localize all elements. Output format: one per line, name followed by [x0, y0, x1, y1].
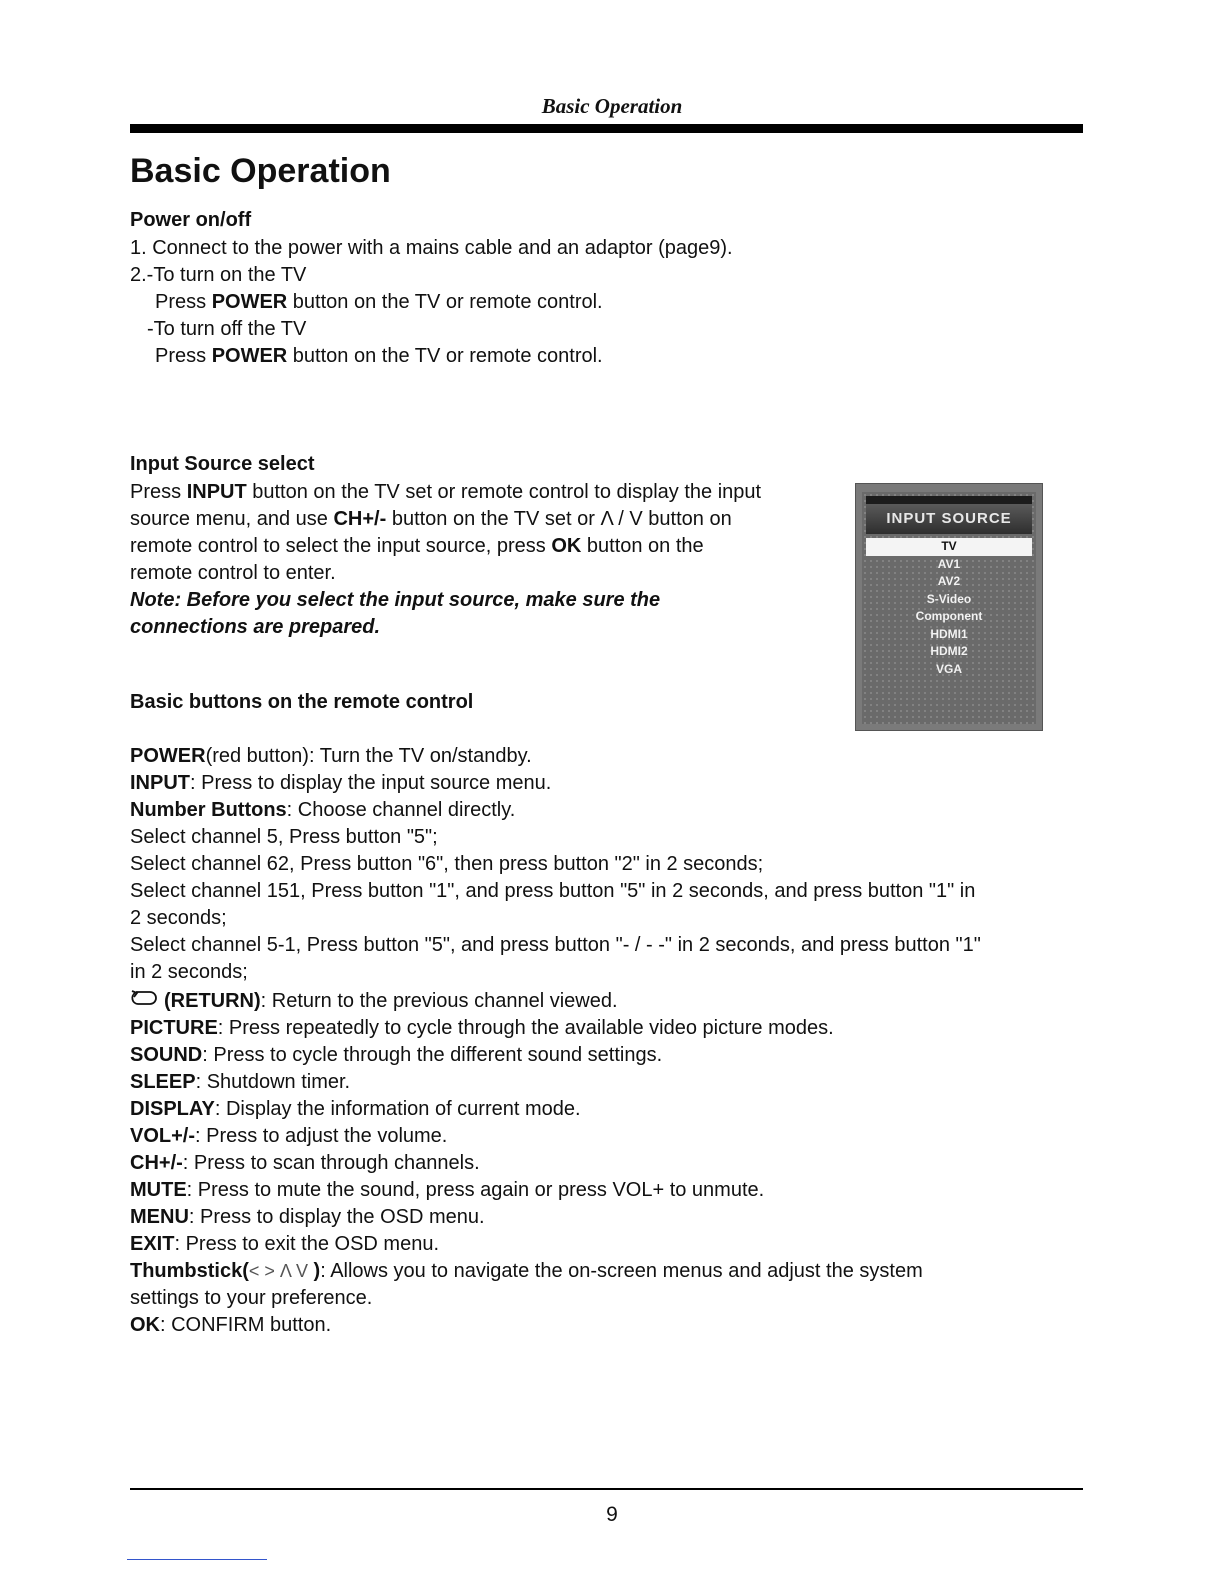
ok-entry — [130, 1312, 1090, 1339]
ch-key: CH+/- — [333, 508, 387, 530]
osd-title: INPUT SOURCE — [866, 504, 1032, 534]
text: source menu, and use — [130, 508, 334, 530]
key: VOL+/- — [130, 1125, 196, 1147]
desc: : Press to adjust the volume. — [195, 1125, 448, 1147]
desc: : Press to display the OSD menu. — [188, 1206, 485, 1228]
desc: : Shutdown timer. — [195, 1071, 351, 1093]
input-line-3 — [130, 533, 761, 560]
osd-item-component: Component — [915, 609, 983, 623]
input-source-osd-image — [855, 483, 1043, 731]
desc: : Return to the previous channel viewed. — [260, 990, 618, 1012]
edge-underline — [127, 1559, 267, 1560]
power-step-2: 2.-To turn on the TV — [130, 264, 307, 286]
return-arrow-icon — [130, 988, 164, 1015]
display-entry — [130, 1096, 1090, 1123]
osd-item-av1: AV1 — [937, 556, 961, 571]
osd-item-tv: TV — [866, 538, 1032, 556]
key: EXIT — [130, 1233, 175, 1255]
key: CH+/- — [130, 1152, 183, 1174]
power-off-label: -To turn off the TV — [147, 318, 307, 340]
osd-panel — [862, 492, 1036, 724]
text: remote control to select the input source, press — [130, 535, 552, 557]
exit-entry — [130, 1231, 1090, 1258]
example-3b: 2 seconds; — [130, 907, 227, 929]
page-number: 9 — [606, 1503, 618, 1526]
key: SOUND — [130, 1044, 203, 1066]
note-line-1: Note: Before you select the input source, make sure the — [130, 589, 661, 611]
osd-source-list — [862, 538, 1036, 678]
text: button on the TV or remote control. — [287, 345, 603, 367]
power-off-instruction — [130, 343, 733, 370]
desc: : Display the information of current mode. — [214, 1098, 581, 1120]
input-source-text — [130, 479, 761, 641]
power-entry — [130, 743, 1090, 770]
desc: : Choose channel directly. — [286, 799, 516, 821]
thumbstick-arrows-icon: < > Λ V — [248, 1261, 308, 1281]
osd-item-svideo: S-Video — [926, 591, 972, 606]
key: MUTE — [130, 1179, 187, 1201]
osd-item-vga: VGA — [935, 661, 962, 676]
text: button on the — [581, 535, 704, 557]
input-source-heading: Input Source select — [130, 453, 315, 475]
power-on-instruction — [130, 289, 733, 316]
key: OK — [130, 1314, 160, 1336]
desc: : CONFIRM button. — [160, 1314, 332, 1336]
remote-button-list — [130, 743, 1090, 1339]
text: button on the TV or remote control. — [287, 291, 603, 313]
running-head: Basic Operation — [541, 94, 683, 118]
header-rule — [130, 124, 1083, 133]
example-4a: Select channel 5-1, Press button "5", and press button "- / - -" in 2 seconds, and press button "1" — [130, 934, 981, 956]
desc: (red button): Turn the TV on/standby. — [205, 745, 532, 767]
sleep-entry — [130, 1069, 1090, 1096]
input-key: INPUT — [186, 481, 247, 503]
picture-entry — [130, 1015, 1090, 1042]
number-entry — [130, 797, 1090, 824]
text: Press — [155, 291, 212, 313]
text: button on the TV set or remote control to display the input — [246, 481, 762, 503]
key: SLEEP — [130, 1071, 196, 1093]
power-heading: Power on/off — [130, 209, 252, 231]
desc: : Press repeatedly to cycle through the available video picture modes. — [217, 1017, 834, 1039]
input-line-4: remote control to enter. — [130, 562, 336, 584]
page-title: Basic Operation — [130, 152, 391, 190]
key: ) — [307, 1260, 321, 1282]
osd-item-av2: AV2 — [937, 574, 961, 588]
input-entry — [130, 770, 1090, 797]
sound-entry — [130, 1042, 1090, 1069]
vol-entry — [130, 1123, 1090, 1150]
osd-top-bar — [866, 496, 1032, 504]
example-4b: in 2 seconds; — [130, 961, 248, 983]
desc: : Press to exit the OSD menu. — [174, 1233, 440, 1255]
example-2: Select channel 62, Press button "6", then press button "2" in 2 seconds; — [130, 853, 764, 875]
thumbstick-entry-cont: settings to your preference. — [130, 1287, 373, 1309]
mute-entry — [130, 1177, 1090, 1204]
desc: : Press to display the input source menu. — [190, 772, 552, 794]
text: Press — [155, 345, 212, 367]
desc: : Press to mute the sound, press again or press VOL+ to unmute. — [186, 1179, 765, 1201]
osd-item-hdmi1: HDMI1 — [930, 626, 968, 641]
menu-entry — [130, 1204, 1090, 1231]
key: INPUT — [130, 772, 190, 794]
footer-rule — [130, 1488, 1083, 1490]
key: Number Buttons — [130, 799, 287, 821]
power-step-1: 1. Connect to the power with a mains cable and an adaptor (page9). — [130, 237, 733, 259]
key: POWER — [130, 745, 206, 767]
thumbstick-entry — [130, 1258, 1090, 1285]
desc: : Allows you to navigate the on-screen menus and adjust the system — [320, 1260, 923, 1282]
text: button on the TV set or Λ / V button on — [386, 508, 732, 530]
key: Thumbstick( — [130, 1260, 249, 1282]
osd-item-hdmi2: HDMI2 — [930, 644, 968, 658]
power-key: POWER — [211, 345, 288, 367]
key: DISPLAY — [130, 1098, 215, 1120]
desc: : Press to scan through channels. — [182, 1152, 480, 1174]
power-key: POWER — [211, 291, 288, 313]
key: PICTURE — [130, 1017, 218, 1039]
input-line-1 — [130, 479, 761, 506]
remote-heading: Basic buttons on the remote control — [130, 691, 474, 713]
key: (RETURN) — [164, 990, 261, 1012]
text: Press — [130, 481, 187, 503]
input-line-2 — [130, 506, 761, 533]
ok-key: OK — [551, 535, 582, 557]
return-entry — [130, 988, 1090, 1015]
note-line-2: connections are prepared. — [130, 616, 381, 638]
example-3a: Select channel 151, Press button "1", and press button "5" in 2 seconds, and press button "1" in — [130, 880, 976, 902]
ch-entry — [130, 1150, 1090, 1177]
power-steps — [130, 235, 733, 370]
example-1: Select channel 5, Press button "5"; — [130, 826, 438, 848]
desc: : Press to cycle through the different sound settings. — [202, 1044, 663, 1066]
key: MENU — [130, 1206, 189, 1228]
